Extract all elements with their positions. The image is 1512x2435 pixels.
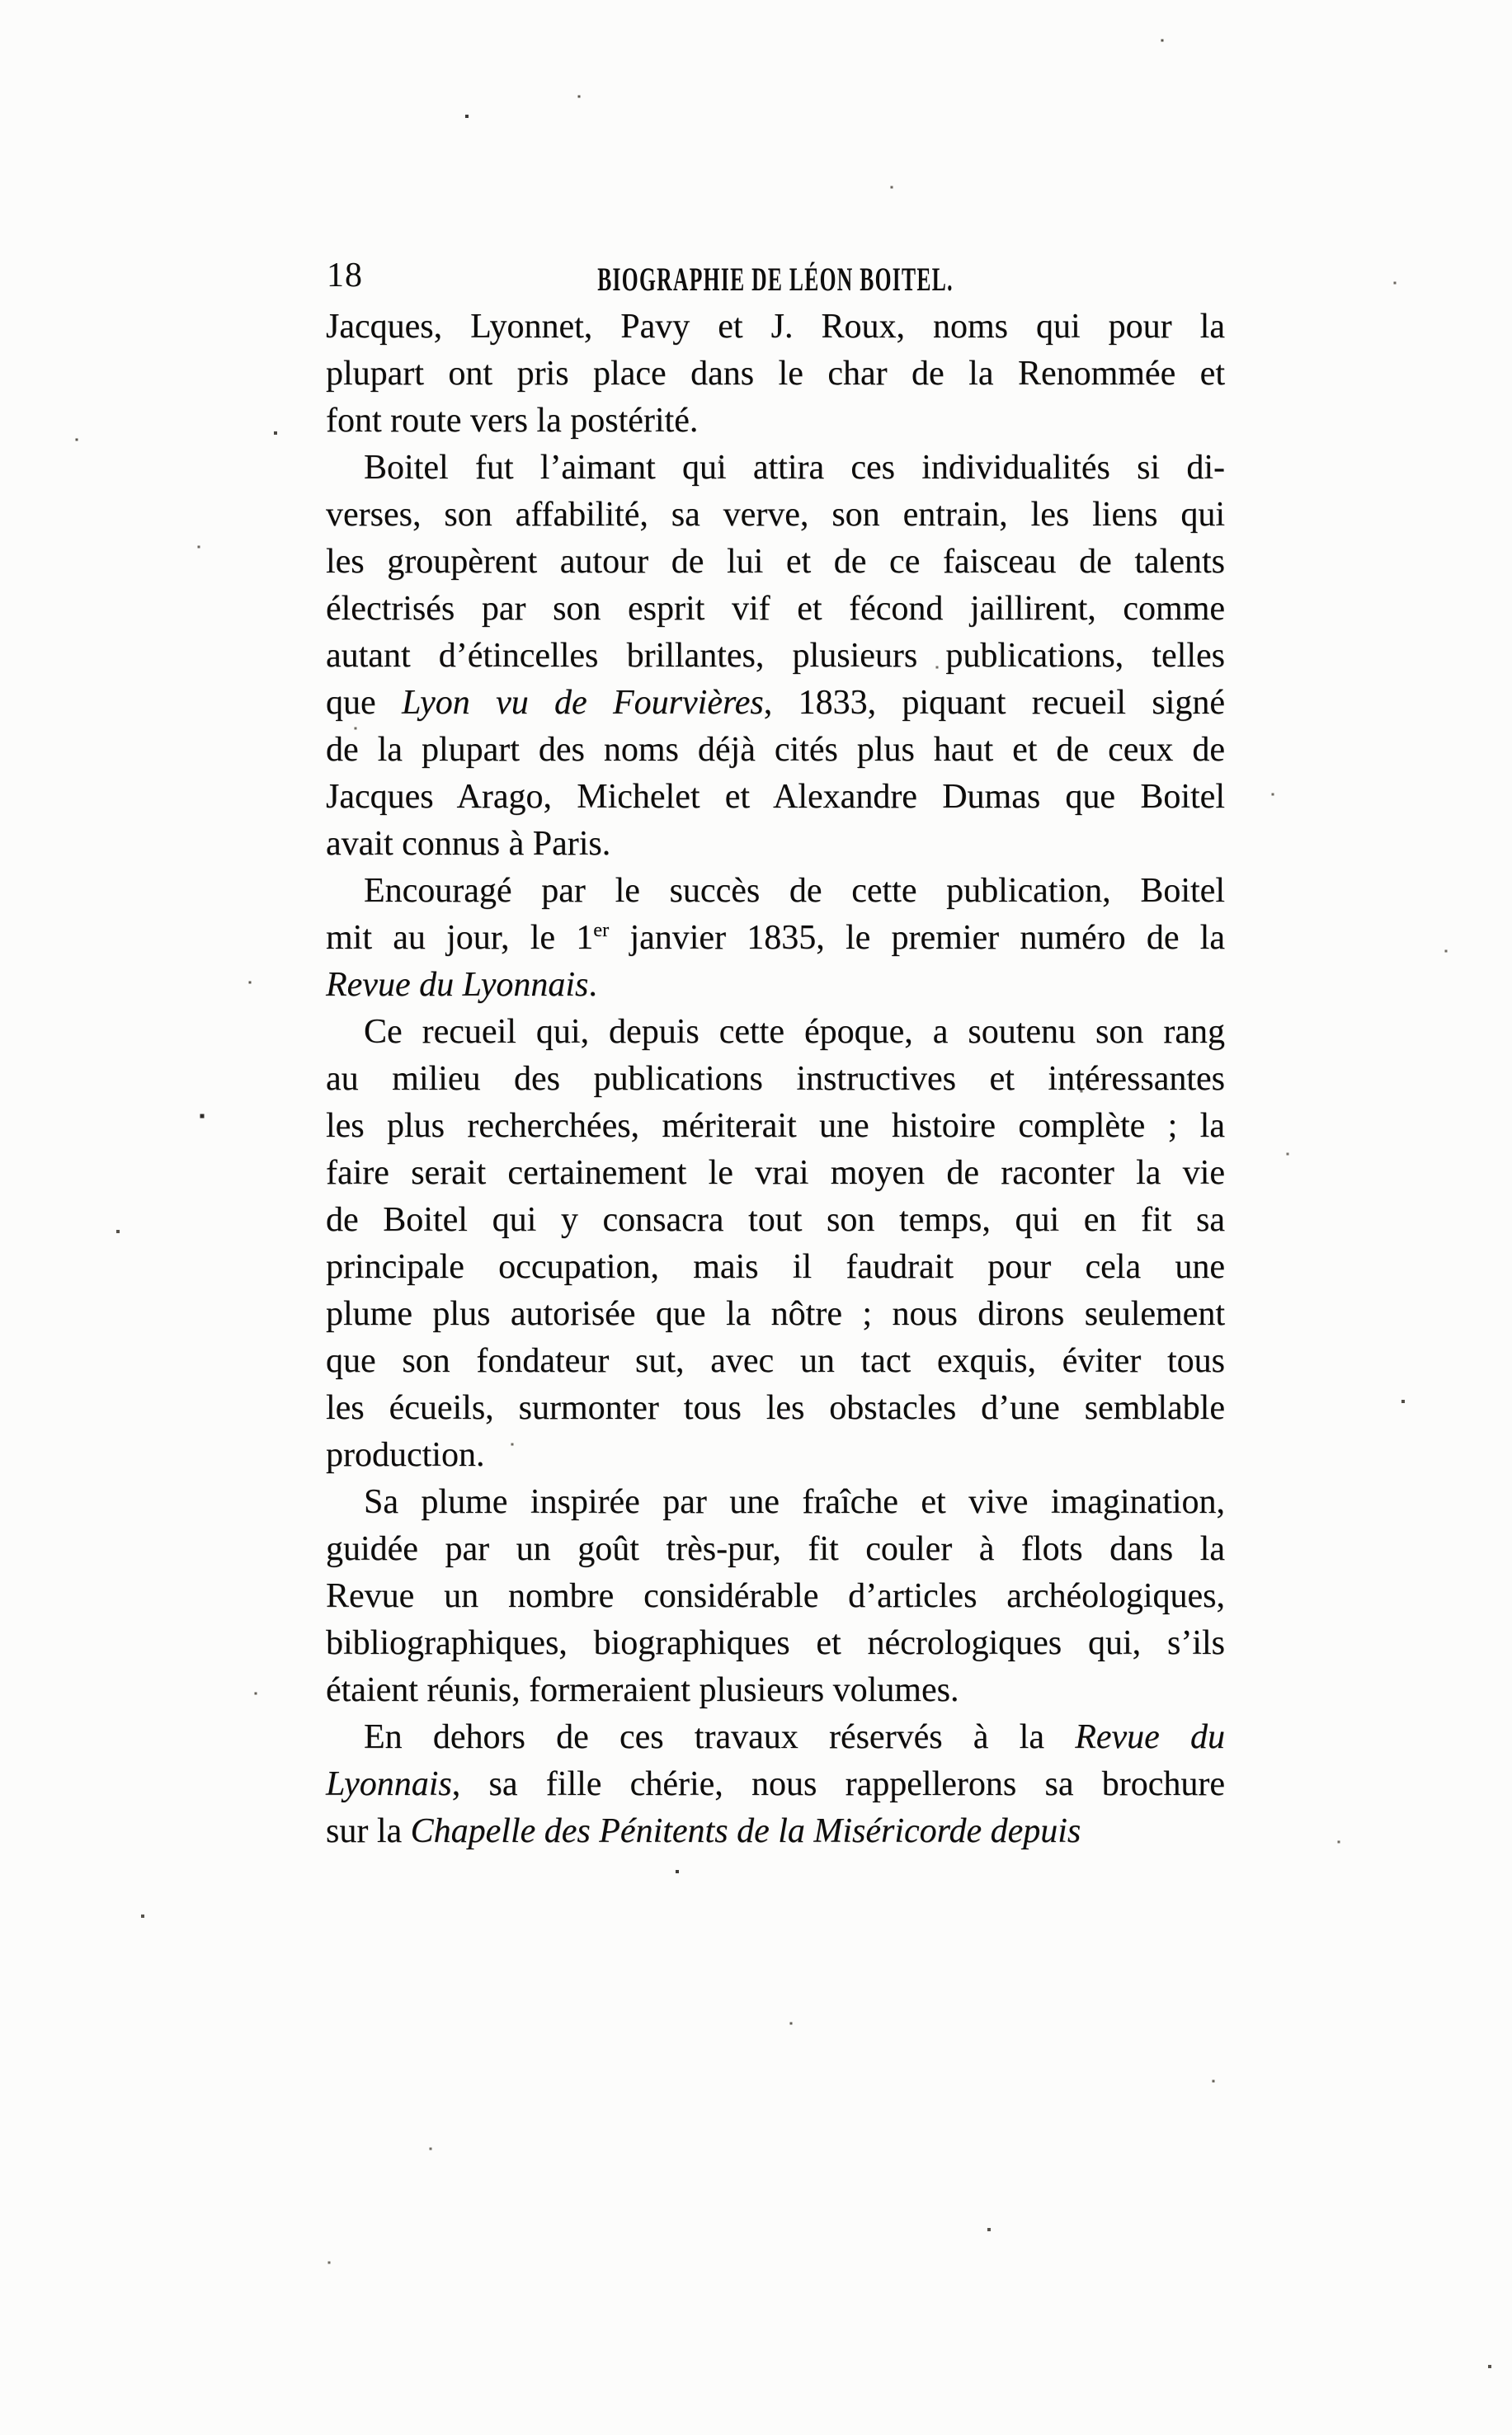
- text-line: Revue un nombre considérable d’articles archéologiques,: [326, 1577, 1225, 1615]
- text-line: étaient réunis, formeraient plusieurs volumes.: [326, 1671, 959, 1709]
- text-line: verses, son affabilité, sa verve, son entrain, les liens qui: [326, 496, 1225, 534]
- text-line: avait connus à Paris.: [326, 825, 611, 863]
- page-number: 18: [327, 257, 363, 294]
- text-line: plupart ont pris place dans le char de la Renommée et: [326, 355, 1225, 393]
- text-line: de la plupart des noms déjà cités plus haut et de ceux de: [326, 731, 1225, 769]
- text-line: principale occupation, mais il faudrait pour cela une: [326, 1248, 1225, 1286]
- text-line: production.: [326, 1436, 485, 1474]
- text-line: Revue du Lyonnais.: [326, 966, 597, 1004]
- text-line: Jacques, Lyonnet, Pavy et J. Roux, noms qui pour la: [326, 308, 1225, 346]
- text-line: font route vers la postérité.: [326, 402, 699, 440]
- text-line: autant d’étincelles brillantes, plusieurs publications, telles: [326, 637, 1225, 675]
- text-line: faire serait certainement le vrai moyen de raconter la vie: [326, 1154, 1225, 1192]
- text-line: les groupèrent autour de lui et de ce faisceau de talents: [326, 543, 1225, 581]
- text-line: électrisés par son esprit vif et fécond jaillirent, comme: [326, 590, 1225, 628]
- text-line: Lyonnais, sa fille chérie, nous rappellerons sa brochure: [326, 1765, 1225, 1803]
- text-line: mit au jour, le 1er janvier 1835, le premier numéro de la: [326, 919, 1225, 957]
- scan-noise-speckles: [0, 0, 2, 2]
- text-line: guidée par un goût très-pur, fit couler à flots dans la: [326, 1530, 1225, 1568]
- text-line: que son fondateur sut, avec un tact exquis, éviter tous: [326, 1342, 1225, 1380]
- text-line: Ce recueil qui, depuis cette époque, a soutenu son rang: [364, 1013, 1225, 1051]
- text-line: au milieu des publications instructives et intéressantes: [326, 1060, 1225, 1098]
- running-title: BIOGRAPHIE DE LÉON BOITEL.: [597, 261, 954, 298]
- text-line: Boitel fut l’aimant qui attira ces individualités si di-: [364, 449, 1225, 487]
- text-line: les plus recherchées, mériterait une histoire complète ; la: [326, 1107, 1225, 1145]
- text-line: Sa plume inspirée par une fraîche et vive imagination,: [364, 1483, 1225, 1521]
- text-line: En dehors de ces travaux réservés à la Revue du: [364, 1718, 1225, 1756]
- text-line: Jacques Arago, Michelet et Alexandre Dumas que Boitel: [326, 778, 1225, 816]
- text-line: que Lyon vu de Fourvières, 1833, piquant recueil signé: [326, 684, 1225, 722]
- text-line: bibliographiques, biographiques et nécrologiques qui, s’ils: [326, 1624, 1225, 1662]
- text-line: les écueils, surmonter tous les obstacles d’une semblable: [326, 1389, 1225, 1427]
- text-line: plume plus autorisée que la nôtre ; nous dirons seulement: [326, 1295, 1225, 1333]
- text-line: de Boitel qui y consacra tout son temps, qui en fit sa: [326, 1201, 1225, 1239]
- text-line: sur la Chapelle des Pénitents de la Miséricorde depuis: [326, 1812, 1081, 1850]
- text-line: Encouragé par le succès de cette publication, Boitel: [364, 872, 1225, 910]
- text-block: [326, 304, 1225, 1855]
